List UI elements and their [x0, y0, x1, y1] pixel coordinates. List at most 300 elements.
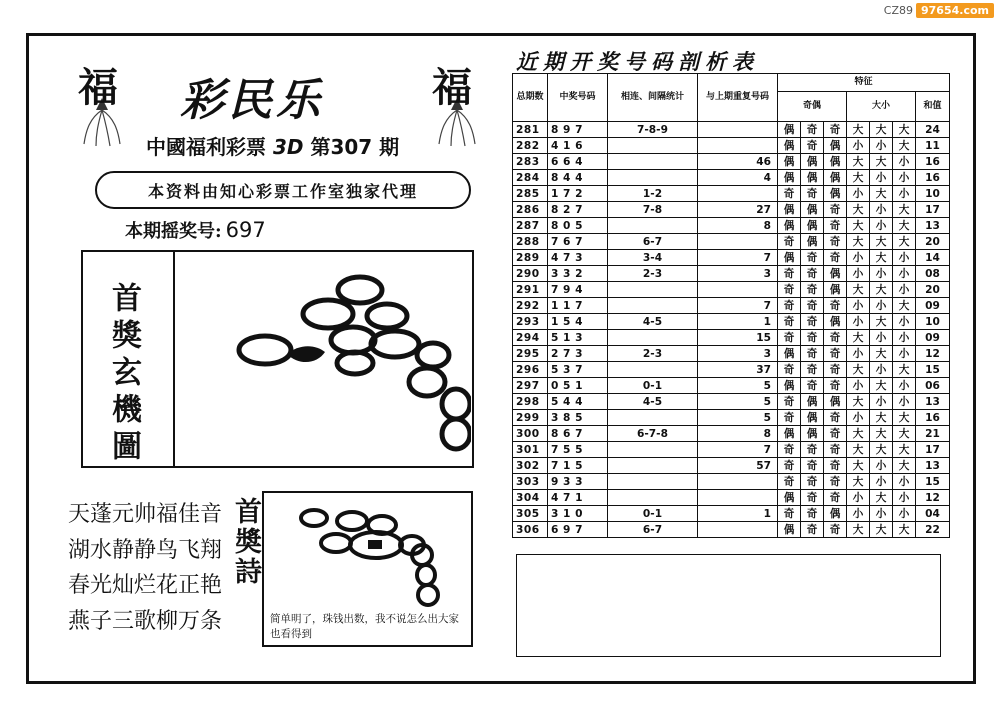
cell-parity-2: 奇 — [801, 490, 824, 506]
cell-period: 305 — [513, 506, 548, 522]
issue-line — [146, 131, 399, 160]
cell-winning: 5 4 4 — [548, 394, 608, 410]
watermark — [884, 3, 994, 18]
cell-parity-2: 偶 — [801, 426, 824, 442]
cell-winning: 4 1 6 — [548, 138, 608, 154]
cell-parity-3: 偶 — [824, 314, 847, 330]
cell-parity-1: 偶 — [778, 202, 801, 218]
cell-repeat: 37 — [698, 362, 778, 378]
cell-size-1: 小 — [847, 506, 870, 522]
cell-repeat — [698, 490, 778, 506]
cell-size-2: 大 — [870, 410, 893, 426]
cell-period: 304 — [513, 490, 548, 506]
table-row — [513, 522, 950, 538]
poem-line: 天蓬元帅福佳音 — [68, 502, 223, 527]
table-title: 近期开奖号码剖析表 — [516, 49, 759, 74]
cell-consecutive — [608, 218, 698, 234]
cell-repeat — [698, 282, 778, 298]
table-row — [513, 362, 950, 378]
table-row — [513, 154, 950, 170]
cell-winning: 8 0 5 — [548, 218, 608, 234]
issue-prefix: 中國福利彩票 — [146, 135, 266, 159]
watermark-site[interactable]: 97654.com — [916, 3, 994, 18]
cell-size-2: 小 — [870, 362, 893, 378]
poem-line: 湖水静静鸟飞翔 — [68, 537, 223, 563]
watermark-code: CZ89 — [883, 4, 913, 17]
table-row — [513, 138, 950, 154]
cell-size-3: 小 — [893, 394, 916, 410]
cell-consecutive — [608, 442, 698, 458]
table-row — [513, 314, 950, 330]
cell-parity-2: 偶 — [801, 234, 824, 250]
cell-parity-3: 偶 — [824, 170, 847, 186]
cell-parity-3: 奇 — [824, 522, 847, 538]
cell-period: 282 — [513, 138, 548, 154]
cell-parity-2: 奇 — [801, 378, 824, 394]
cell-parity-3: 奇 — [824, 234, 847, 250]
cell-parity-2: 奇 — [801, 442, 824, 458]
cell-period: 283 — [513, 154, 548, 170]
cell-size-3: 大 — [893, 234, 916, 250]
cell-parity-3: 奇 — [824, 250, 847, 266]
cell-winning: 2 7 3 — [548, 346, 608, 362]
cell-period: 293 — [513, 314, 548, 330]
fu-left: 福 — [78, 64, 118, 111]
cell-repeat: 5 — [698, 410, 778, 426]
cell-parity-2: 奇 — [801, 346, 824, 362]
cell-sum: 15 — [916, 362, 950, 378]
cell-parity-2: 奇 — [801, 522, 824, 538]
cell-parity-3: 奇 — [824, 362, 847, 378]
cell-winning: 1 1 7 — [548, 298, 608, 314]
cell-winning: 7 9 4 — [548, 282, 608, 298]
poem-line: 燕子三歌柳万条 — [68, 608, 223, 634]
cell-parity-3: 偶 — [824, 394, 847, 410]
cell-size-3: 大 — [893, 458, 916, 474]
cell-consecutive: 6-7 — [608, 234, 698, 250]
cell-consecutive: 2-3 — [608, 346, 698, 362]
cell-size-1: 大 — [847, 362, 870, 378]
table-row — [513, 474, 950, 490]
cell-size-2: 大 — [870, 186, 893, 202]
cell-size-3: 大 — [893, 218, 916, 234]
cell-consecutive — [608, 298, 698, 314]
table-row — [513, 410, 950, 426]
table-row — [513, 186, 950, 202]
cell-size-2: 大 — [870, 346, 893, 362]
cell-parity-2: 奇 — [801, 266, 824, 282]
cell-size-1: 小 — [847, 346, 870, 362]
cell-period: 298 — [513, 394, 548, 410]
cell-size-3: 小 — [893, 474, 916, 490]
cell-consecutive — [608, 474, 698, 490]
cell-winning: 1 7 2 — [548, 186, 608, 202]
cell-winning: 7 5 5 — [548, 442, 608, 458]
draw-label: 本期摇奖号: — [125, 221, 222, 242]
cell-winning: 6 6 4 — [548, 154, 608, 170]
game-name: 3D — [272, 135, 304, 159]
table-row — [513, 442, 950, 458]
cell-sum: 16 — [916, 410, 950, 426]
cell-sum: 13 — [916, 458, 950, 474]
cell-period: 290 — [513, 266, 548, 282]
draw-history-table — [512, 73, 950, 538]
cell-parity-2: 偶 — [801, 394, 824, 410]
table-row — [513, 490, 950, 506]
cell-size-2: 大 — [870, 490, 893, 506]
cell-sum: 12 — [916, 490, 950, 506]
cell-sum: 08 — [916, 266, 950, 282]
agency-text: 本资料由知心彩票工作室独家代理 — [147, 181, 418, 201]
cell-sum: 10 — [916, 186, 950, 202]
cell-winning: 3 1 0 — [548, 506, 608, 522]
table-row — [513, 394, 950, 410]
cell-repeat — [698, 186, 778, 202]
cell-winning: 9 3 3 — [548, 474, 608, 490]
cell-consecutive: 7-8 — [608, 202, 698, 218]
cell-winning: 6 9 7 — [548, 522, 608, 538]
table-row — [513, 458, 950, 474]
cell-size-1: 大 — [847, 426, 870, 442]
cell-parity-3: 偶 — [824, 186, 847, 202]
cell-size-3: 小 — [893, 154, 916, 170]
cell-parity-1: 奇 — [778, 298, 801, 314]
cell-period: 297 — [513, 378, 548, 394]
cell-winning: 4 7 3 — [548, 250, 608, 266]
cell-size-1: 小 — [847, 266, 870, 282]
cell-parity-2: 奇 — [801, 282, 824, 298]
cell-size-3: 小 — [893, 250, 916, 266]
poem — [68, 497, 222, 639]
cell-size-2: 小 — [870, 266, 893, 282]
cell-size-3: 小 — [893, 282, 916, 298]
cell-consecutive — [608, 154, 698, 170]
cell-winning: 8 6 7 — [548, 426, 608, 442]
cell-parity-2: 奇 — [801, 506, 824, 522]
cell-sum: 12 — [916, 346, 950, 362]
cell-consecutive: 7-8-9 — [608, 122, 698, 138]
table-row — [513, 330, 950, 346]
cell-period: 302 — [513, 458, 548, 474]
cell-consecutive — [608, 362, 698, 378]
cell-parity-3: 奇 — [824, 202, 847, 218]
cell-parity-3: 奇 — [824, 218, 847, 234]
cell-period: 292 — [513, 298, 548, 314]
cell-parity-1: 奇 — [778, 186, 801, 202]
cell-size-3: 小 — [893, 314, 916, 330]
prize-chart-figure — [175, 252, 471, 466]
cell-sum: 13 — [916, 218, 950, 234]
brand-title: 彩民乐 — [180, 75, 324, 126]
cell-winning: 5 3 7 — [548, 362, 608, 378]
cell-size-1: 大 — [847, 394, 870, 410]
cell-size-1: 小 — [847, 298, 870, 314]
cell-winning: 7 6 7 — [548, 234, 608, 250]
cell-parity-1: 偶 — [778, 138, 801, 154]
cell-size-1: 大 — [847, 218, 870, 234]
table-row — [513, 170, 950, 186]
cell-parity-3: 奇 — [824, 378, 847, 394]
cell-parity-2: 偶 — [801, 202, 824, 218]
cell-sum: 16 — [916, 170, 950, 186]
cell-size-2: 大 — [870, 234, 893, 250]
cell-size-2: 小 — [870, 218, 893, 234]
cell-sum: 09 — [916, 298, 950, 314]
cell-period: 301 — [513, 442, 548, 458]
cell-period: 284 — [513, 170, 548, 186]
cell-parity-3: 奇 — [824, 426, 847, 442]
cell-sum: 22 — [916, 522, 950, 538]
cell-size-2: 小 — [870, 202, 893, 218]
cell-period: 289 — [513, 250, 548, 266]
table-row — [513, 378, 950, 394]
cell-parity-2: 奇 — [801, 362, 824, 378]
cell-sum: 17 — [916, 442, 950, 458]
cell-sum: 04 — [916, 506, 950, 522]
cell-repeat: 1 — [698, 314, 778, 330]
cell-repeat: 27 — [698, 202, 778, 218]
cell-consecutive: 2-3 — [608, 266, 698, 282]
cell-parity-3: 偶 — [824, 506, 847, 522]
cell-size-1: 小 — [847, 138, 870, 154]
cell-repeat: 15 — [698, 330, 778, 346]
cell-size-2: 小 — [870, 138, 893, 154]
cell-winning: 4 7 1 — [548, 490, 608, 506]
poem-chart-figure — [264, 493, 471, 611]
cell-parity-1: 奇 — [778, 362, 801, 378]
cell-parity-1: 奇 — [778, 442, 801, 458]
cell-parity-3: 偶 — [824, 266, 847, 282]
cell-parity-2: 奇 — [801, 330, 824, 346]
cell-consecutive: 4-5 — [608, 394, 698, 410]
cell-parity-1: 奇 — [778, 394, 801, 410]
cell-parity-3: 奇 — [824, 346, 847, 362]
cell-size-1: 小 — [847, 410, 870, 426]
cell-repeat — [698, 234, 778, 250]
cell-size-2: 大 — [870, 522, 893, 538]
cell-size-2: 小 — [870, 506, 893, 522]
cell-parity-3: 奇 — [824, 122, 847, 138]
cell-period: 288 — [513, 234, 548, 250]
cell-repeat: 57 — [698, 458, 778, 474]
cell-consecutive: 0-1 — [608, 506, 698, 522]
table-row — [513, 282, 950, 298]
cell-size-1: 大 — [847, 234, 870, 250]
cell-size-2: 大 — [870, 250, 893, 266]
cell-size-1: 大 — [847, 154, 870, 170]
cell-repeat: 5 — [698, 378, 778, 394]
cell-repeat: 7 — [698, 442, 778, 458]
poem-title: 首奬詩 — [230, 497, 261, 587]
cell-parity-1: 奇 — [778, 234, 801, 250]
cell-parity-3: 偶 — [824, 138, 847, 154]
cell-parity-1: 偶 — [778, 170, 801, 186]
cell-parity-2: 奇 — [801, 298, 824, 314]
cell-sum: 20 — [916, 282, 950, 298]
cell-size-3: 大 — [893, 410, 916, 426]
table-row — [513, 250, 950, 266]
cell-size-2: 小 — [870, 474, 893, 490]
cell-winning: 5 1 3 — [548, 330, 608, 346]
draw-number: 697 — [225, 218, 266, 242]
fu-right: 福 — [432, 64, 472, 111]
cell-parity-1: 奇 — [778, 266, 801, 282]
cell-period: 281 — [513, 122, 548, 138]
cell-period: 285 — [513, 186, 548, 202]
cell-size-1: 大 — [847, 522, 870, 538]
cell-parity-2: 奇 — [801, 458, 824, 474]
prize-chart-title: 首獎玄機圖 — [106, 282, 141, 467]
cell-consecutive — [608, 410, 698, 426]
cell-parity-2: 偶 — [801, 410, 824, 426]
cell-parity-2: 偶 — [801, 170, 824, 186]
cell-parity-1: 偶 — [778, 490, 801, 506]
cell-size-3: 小 — [893, 266, 916, 282]
cell-parity-3: 奇 — [824, 458, 847, 474]
cell-size-1: 小 — [847, 490, 870, 506]
cell-parity-1: 偶 — [778, 426, 801, 442]
cell-repeat: 46 — [698, 154, 778, 170]
cell-size-3: 小 — [893, 186, 916, 202]
cell-consecutive: 6-7 — [608, 522, 698, 538]
cell-size-1: 大 — [847, 170, 870, 186]
cell-parity-2: 奇 — [801, 250, 824, 266]
cell-winning: 0 5 1 — [548, 378, 608, 394]
cell-size-1: 大 — [847, 122, 870, 138]
cell-parity-3: 奇 — [824, 410, 847, 426]
cell-parity-2: 奇 — [801, 314, 824, 330]
cell-size-3: 小 — [893, 506, 916, 522]
cell-size-1: 大 — [847, 282, 870, 298]
cell-size-3: 大 — [893, 138, 916, 154]
table-row — [513, 122, 950, 138]
header-period: 总期数 — [513, 74, 548, 122]
cell-consecutive — [608, 490, 698, 506]
cell-sum: 20 — [916, 234, 950, 250]
cell-parity-1: 奇 — [778, 410, 801, 426]
cell-parity-3: 奇 — [824, 330, 847, 346]
cell-parity-1: 奇 — [778, 506, 801, 522]
cell-consecutive — [608, 138, 698, 154]
cell-size-3: 小 — [893, 346, 916, 362]
cell-repeat — [698, 474, 778, 490]
cell-size-3: 小 — [893, 170, 916, 186]
table-row — [513, 266, 950, 282]
cell-size-1: 大 — [847, 202, 870, 218]
cell-consecutive — [608, 282, 698, 298]
cell-consecutive — [608, 458, 698, 474]
cell-parity-2: 奇 — [801, 186, 824, 202]
cell-parity-1: 奇 — [778, 314, 801, 330]
cell-repeat: 3 — [698, 346, 778, 362]
cell-size-3: 大 — [893, 202, 916, 218]
header-sum: 和值 — [916, 92, 950, 122]
cell-period: 296 — [513, 362, 548, 378]
cell-repeat: 7 — [698, 298, 778, 314]
cell-sum: 24 — [916, 122, 950, 138]
cell-winning: 3 8 5 — [548, 410, 608, 426]
cell-parity-1: 偶 — [778, 122, 801, 138]
cell-size-1: 大 — [847, 442, 870, 458]
cell-winning: 7 1 5 — [548, 458, 608, 474]
cell-parity-1: 奇 — [778, 474, 801, 490]
cell-size-2: 大 — [870, 378, 893, 394]
cell-parity-2: 偶 — [801, 154, 824, 170]
cell-parity-3: 奇 — [824, 474, 847, 490]
cell-size-2: 大 — [870, 314, 893, 330]
header-repeat: 与上期重复号码 — [698, 74, 778, 122]
cell-size-2: 大 — [870, 154, 893, 170]
cell-parity-1: 偶 — [778, 250, 801, 266]
cell-repeat: 7 — [698, 250, 778, 266]
cell-parity-1: 奇 — [778, 458, 801, 474]
cell-period: 287 — [513, 218, 548, 234]
cell-parity-2: 奇 — [801, 474, 824, 490]
cell-parity-2: 偶 — [801, 218, 824, 234]
cell-parity-3: 奇 — [824, 442, 847, 458]
cell-repeat: 5 — [698, 394, 778, 410]
cell-size-2: 大 — [870, 282, 893, 298]
cell-consecutive: 3-4 — [608, 250, 698, 266]
cell-size-3: 大 — [893, 442, 916, 458]
cell-period: 291 — [513, 282, 548, 298]
cell-winning: 1 5 4 — [548, 314, 608, 330]
cell-parity-3: 奇 — [824, 298, 847, 314]
cell-size-3: 大 — [893, 298, 916, 314]
cell-size-3: 大 — [893, 522, 916, 538]
cell-size-2: 大 — [870, 426, 893, 442]
cell-consecutive: 0-1 — [608, 378, 698, 394]
header-odd-even: 奇偶 — [778, 92, 847, 122]
poem-line: 春光灿烂花正艳 — [68, 573, 223, 598]
cell-sum: 14 — [916, 250, 950, 266]
cell-winning: 8 9 7 — [548, 122, 608, 138]
cell-sum: 09 — [916, 330, 950, 346]
cell-consecutive: 6-7-8 — [608, 426, 698, 442]
cell-repeat — [698, 522, 778, 538]
issue-number: 第307 期 — [310, 135, 400, 159]
cell-sum: 21 — [916, 426, 950, 442]
cell-parity-3: 偶 — [824, 154, 847, 170]
cell-parity-1: 奇 — [778, 282, 801, 298]
cell-consecutive: 1-2 — [608, 186, 698, 202]
table-row — [513, 506, 950, 522]
cell-parity-1: 奇 — [778, 330, 801, 346]
cell-size-2: 小 — [870, 330, 893, 346]
cell-parity-1: 偶 — [778, 522, 801, 538]
cell-winning: 3 3 2 — [548, 266, 608, 282]
cell-winning: 8 2 7 — [548, 202, 608, 218]
cell-repeat: 1 — [698, 506, 778, 522]
cell-sum: 10 — [916, 314, 950, 330]
cell-parity-2: 奇 — [801, 138, 824, 154]
cell-size-3: 大 — [893, 362, 916, 378]
cell-size-3: 小 — [893, 330, 916, 346]
cell-period: 303 — [513, 474, 548, 490]
cell-parity-1: 偶 — [778, 218, 801, 234]
cell-size-1: 小 — [847, 186, 870, 202]
cell-size-2: 小 — [870, 458, 893, 474]
cell-sum: 15 — [916, 474, 950, 490]
cell-size-1: 小 — [847, 250, 870, 266]
cell-sum: 11 — [916, 138, 950, 154]
cell-repeat: 8 — [698, 426, 778, 442]
cell-sum: 16 — [916, 154, 950, 170]
cell-repeat: 4 — [698, 170, 778, 186]
cell-consecutive: 4-5 — [608, 314, 698, 330]
cell-sum: 13 — [916, 394, 950, 410]
cell-repeat: 3 — [698, 266, 778, 282]
